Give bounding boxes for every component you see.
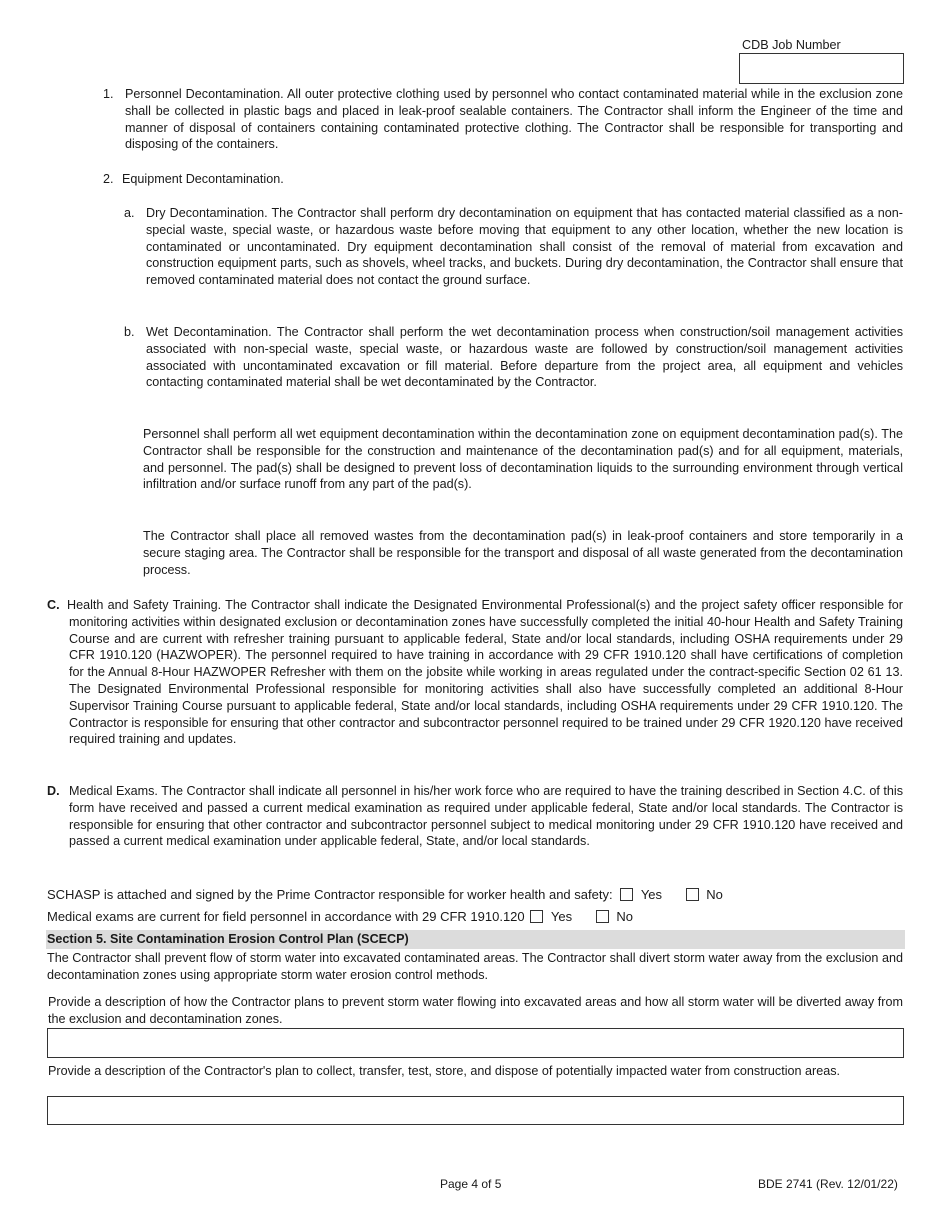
subitem-letter: b. — [124, 325, 135, 339]
job-number-field[interactable] — [739, 53, 904, 84]
job-number-label: CDB Job Number — [742, 38, 841, 52]
medical-exams-question — [47, 909, 907, 926]
storm-water-description-field[interactable] — [47, 1028, 904, 1058]
medical-yes-label: Yes — [550, 909, 573, 924]
schasp-no-label: No — [706, 887, 723, 902]
section-d-label: D. — [47, 784, 60, 798]
section-d-medical-exams — [47, 783, 903, 850]
item-text: Equipment Decontamination. — [122, 172, 284, 186]
paragraph-decontamination-pads: Personnel shall perform all wet equipment decontamination within the decontamination zone on equipment decontamination pad(s). The Contractor shall be responsible for the construction and maintenance of the decontamination pad(s) and for all equipment, materials, and personnel. The pad(s) shall be designed to prevent loss of decontamination liquids to the surrounding environment through vertical infiltration and/or surface runoff from any part of the pad(s). — [143, 427, 903, 492]
section-c-label: C. — [47, 598, 60, 612]
section-c-health-safety-training — [47, 597, 903, 748]
medical-yes-checkbox[interactable] — [530, 910, 543, 923]
schasp-question-text: SCHASP is attached and signed by the Prime Contractor responsible for worker health and safety: — [47, 887, 613, 902]
schasp-question — [47, 887, 907, 904]
subitem-letter: a. — [124, 206, 135, 220]
subitem-wet-decontamination — [124, 324, 903, 391]
paragraph-waste-containers: The Contractor shall place all removed wastes from the decontamination pad(s) in leak-proof containers and store temporarily in a secure staging area. The Contractor shall be responsible for the transport and disposal of all waste generated from the decontamination process. — [143, 529, 903, 577]
section5-header — [46, 930, 905, 949]
subitem-dry-decontamination — [124, 205, 903, 289]
impacted-water-description-field[interactable] — [47, 1096, 904, 1125]
item-number: 2. — [103, 172, 114, 186]
section5-title: Section 5. Site Contamination Erosion Control Plan (SCECP) — [47, 932, 409, 946]
item-personnel-decontamination — [103, 86, 903, 153]
medical-exams-question-text: Medical exams are current for field personnel in accordance with 29 CFR 1910.120 — [47, 909, 525, 924]
subitem-text: Wet Decontamination. The Contractor shall perform the wet decontamination process when construction/soil management activities associated with non-special waste, special waste, or hazardous waste are followed by construction/soil management activities associated with uncontaminated excavation or fill material. Before departure from the project area, all equipment and vehicles contacting contaminated material shall be wet decontaminated by the Contractor. — [146, 325, 903, 390]
schasp-yes-checkbox[interactable] — [620, 888, 633, 901]
section-c-text: Health and Safety Training. The Contractor shall indicate the Designated Environmental Professional(s) and the project safety officer responsible for monitoring activities within designated exclusion or decontamination zones have successfully completed the initial 40-hour Health and Safety Training Course and are current with refresher training pursuant to applicable federal, State and/or local standards, including OSHA requirements under 29 CFR 1910.120 (HAZWOPER). The personnel required to have training in accordance with 29 CFR 1910.120 shall have certifications of completion for the Annual 8-Hour HAZWOPER Refresher with them on the jobsite while working in areas regulated under the contract-specific Section 02 61 13. The Designated Environmental Professional responsible for monitoring activities shall also have successfully completed an additional 8-Hour Supervisor Training Course pursuant to applicable federal, State and/or local standards, including OSHA requirements under 29 CFR 1910.120. The Contractor is responsible for ensuring that other contractor and subcontractor personnel required to be trained under 29 CFR 1920.120 have received required training and updates. — [67, 598, 903, 747]
schasp-no-checkbox[interactable] — [686, 888, 699, 901]
section5-intro: The Contractor shall prevent flow of storm water into excavated contaminated areas. The Contractor shall divert storm water away from the exclusion and decontamination zones using appropriate storm water erosion control methods. — [47, 951, 903, 982]
schasp-yes-label: Yes — [640, 887, 663, 902]
subitem-text: Dry Decontamination. The Contractor shall perform dry decontamination on equipment that has contacted material classified as a non-special waste, special waste, or hazardous waste before moving that equipment to any other location, whether the new location is contaminated or uncontaminated. Dry equipment decontamination shall consist of the removal of material from excavation and construction equipment parts, such as shovels, wheel tracks, and buckets. During dry decontamination, the Contractor shall ensure that removed contaminated material does not contact the ground surface. — [146, 206, 903, 288]
item-text: Personnel Decontamination. All outer protective clothing used by personnel who contact contaminated material while in the exclusion zone shall be collected in plastic bags and placed in leak-proof sealable containers. The Contractor shall inform the Engineer of the time and manner of disposal of containers containing contaminated protective clothing. The Contractor shall be responsible for transporting and disposing of the containers. — [125, 87, 903, 152]
medical-no-checkbox[interactable] — [596, 910, 609, 923]
page-number: Page 4 of 5 — [440, 1177, 502, 1191]
section5-prompt-storm-water: Provide a description of how the Contractor plans to prevent storm water flowing into excavated areas and how all storm water will be diverted away from the exclusion and decontamination zones. — [48, 995, 903, 1026]
item-equipment-decontamination — [103, 171, 903, 188]
form-id: BDE 2741 (Rev. 12/01/22) — [758, 1177, 898, 1191]
section5-prompt-impacted-water: Provide a description of the Contractor's plan to collect, transfer, test, store, and dispose of potentially impacted water from construction areas. — [48, 1064, 841, 1078]
medical-no-label: No — [616, 909, 633, 924]
item-number: 1. — [103, 87, 114, 101]
section-d-text: Medical Exams. The Contractor shall indicate all personnel in his/her work force who are required to have the training described in Section 4.C. of this form have received and passed a current medical examination as required under applicable federal, State and/or local standards. The Contractor is responsible for ensuring that other contractor and subcontractor personnel subject to medical monitoring under 29 CFR 1910.120 have received and passed a current medical examination under applicable federal, State, and/or local standards. — [69, 784, 903, 849]
